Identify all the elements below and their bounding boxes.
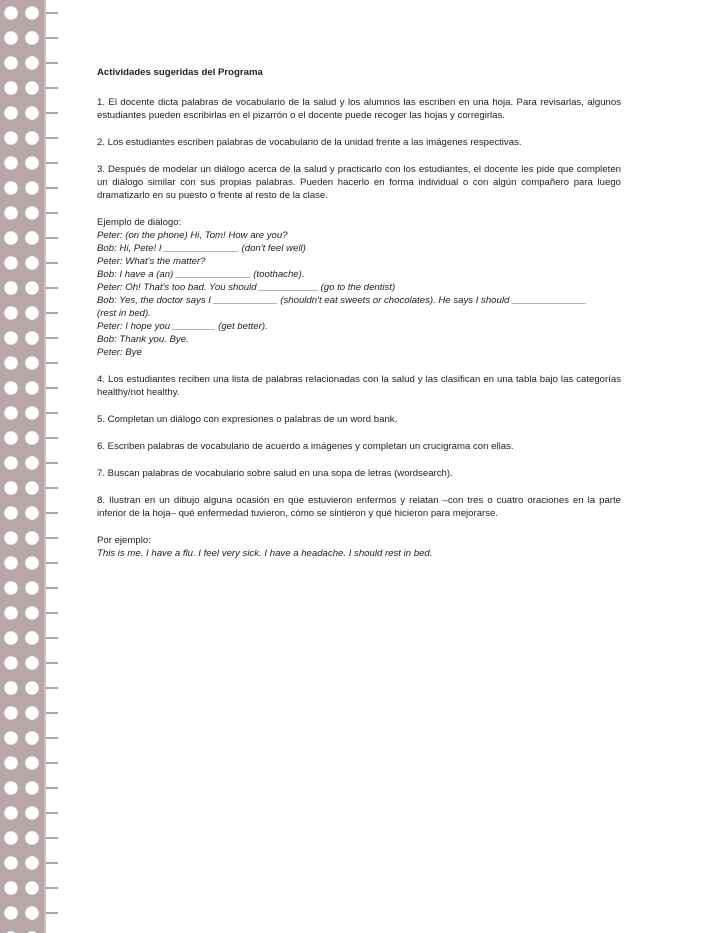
decorative-left-border bbox=[0, 0, 58, 933]
example-intro: Por ejemplo: bbox=[97, 535, 151, 546]
paragraph-3: 3. Después de modelar un diálogo acerca de la salud y practicarlo con los estudiantes, el docente les pide que completen un diálogo similar con sus propias palabras. Pueden hacerlo en forma individual o con algún compañero para luego dramatizarlo en su puesto o frente al resto de la clase. bbox=[97, 164, 621, 201]
dialogue-line: Peter: (on the phone) Hi, Tom! How are you? bbox=[97, 230, 288, 241]
dialogue-line: Peter: Oh! That's too bad. You should ___________ (go to the dentist) bbox=[97, 282, 396, 293]
paragraph-5: 5. Completan un diálogo con expresiones o palabras de un word bank. bbox=[97, 414, 398, 425]
dialogue-line: Peter: Bye bbox=[97, 347, 142, 358]
paragraph-4: 4. Los estudiantes reciben una lista de palabras relacionadas con la salud y las clasifican en una tabla bajo las categorías healthy/not healthy. bbox=[97, 374, 621, 398]
document-title: Actividades sugeridas del Programa bbox=[97, 67, 263, 78]
dialogue-line: Bob: Hi, Pete! I ______________ (don't feel well) bbox=[97, 243, 306, 254]
paragraph-1: 1. El docente dicta palabras de vocabulario de la salud y los alumnos las escriben en una hoja. Para revisarlas, algunos estudiantes pueden escribirlas en el pizarrón o el docente puede recoger las hojas y corregirlas. bbox=[97, 97, 621, 121]
paragraph-8: 8. Ilustran en un dibujo alguna ocasión en que estuvieron enfermos y relatan –con tres o cuatro oraciones en la parte inferior de la hoja– qué enfermedad tuvieron, cómo se sintieron y qué hicieron para mejorarse. bbox=[97, 495, 621, 519]
example-text: This is me. I have a flu. I feel very sick. I have a headache. I should rest in bed. bbox=[97, 548, 433, 559]
example-block bbox=[97, 534, 621, 560]
dialogue-line: Bob: Thank you. Bye. bbox=[97, 334, 189, 345]
dialogue-line: Bob: I have a (an) ______________ (toothache). bbox=[97, 269, 305, 280]
dialogue-line: Peter: I hope you ________ (get better). bbox=[97, 321, 268, 332]
paragraph-2: 2. Los estudiantes escriben palabras de vocabulario de la unidad frente a las imágenes respectivas. bbox=[97, 137, 522, 148]
dialogue-line: Peter: What's the matter? bbox=[97, 256, 206, 267]
paragraph-7: 7. Buscan palabras de vocabulario sobre salud en una sopa de letras (wordsearch). bbox=[97, 468, 453, 479]
square-pattern bbox=[0, 0, 44, 933]
dialogue-line: Bob: Yes, the doctor says I ____________ (shouldn't eat sweets or chocolates). He says I should ______________ bbox=[97, 295, 587, 306]
dialogue-intro: Ejemplo de diálogo: bbox=[97, 217, 182, 228]
tick-marks bbox=[44, 0, 58, 933]
paragraph-6: 6. Escriben palabras de vocabulario de acuerdo a imágenes y completan un crucigrama con ellas. bbox=[97, 441, 514, 452]
document-page bbox=[97, 66, 621, 560]
dialogue-example bbox=[97, 216, 621, 359]
dialogue-line: (rest in bed). bbox=[97, 308, 151, 319]
